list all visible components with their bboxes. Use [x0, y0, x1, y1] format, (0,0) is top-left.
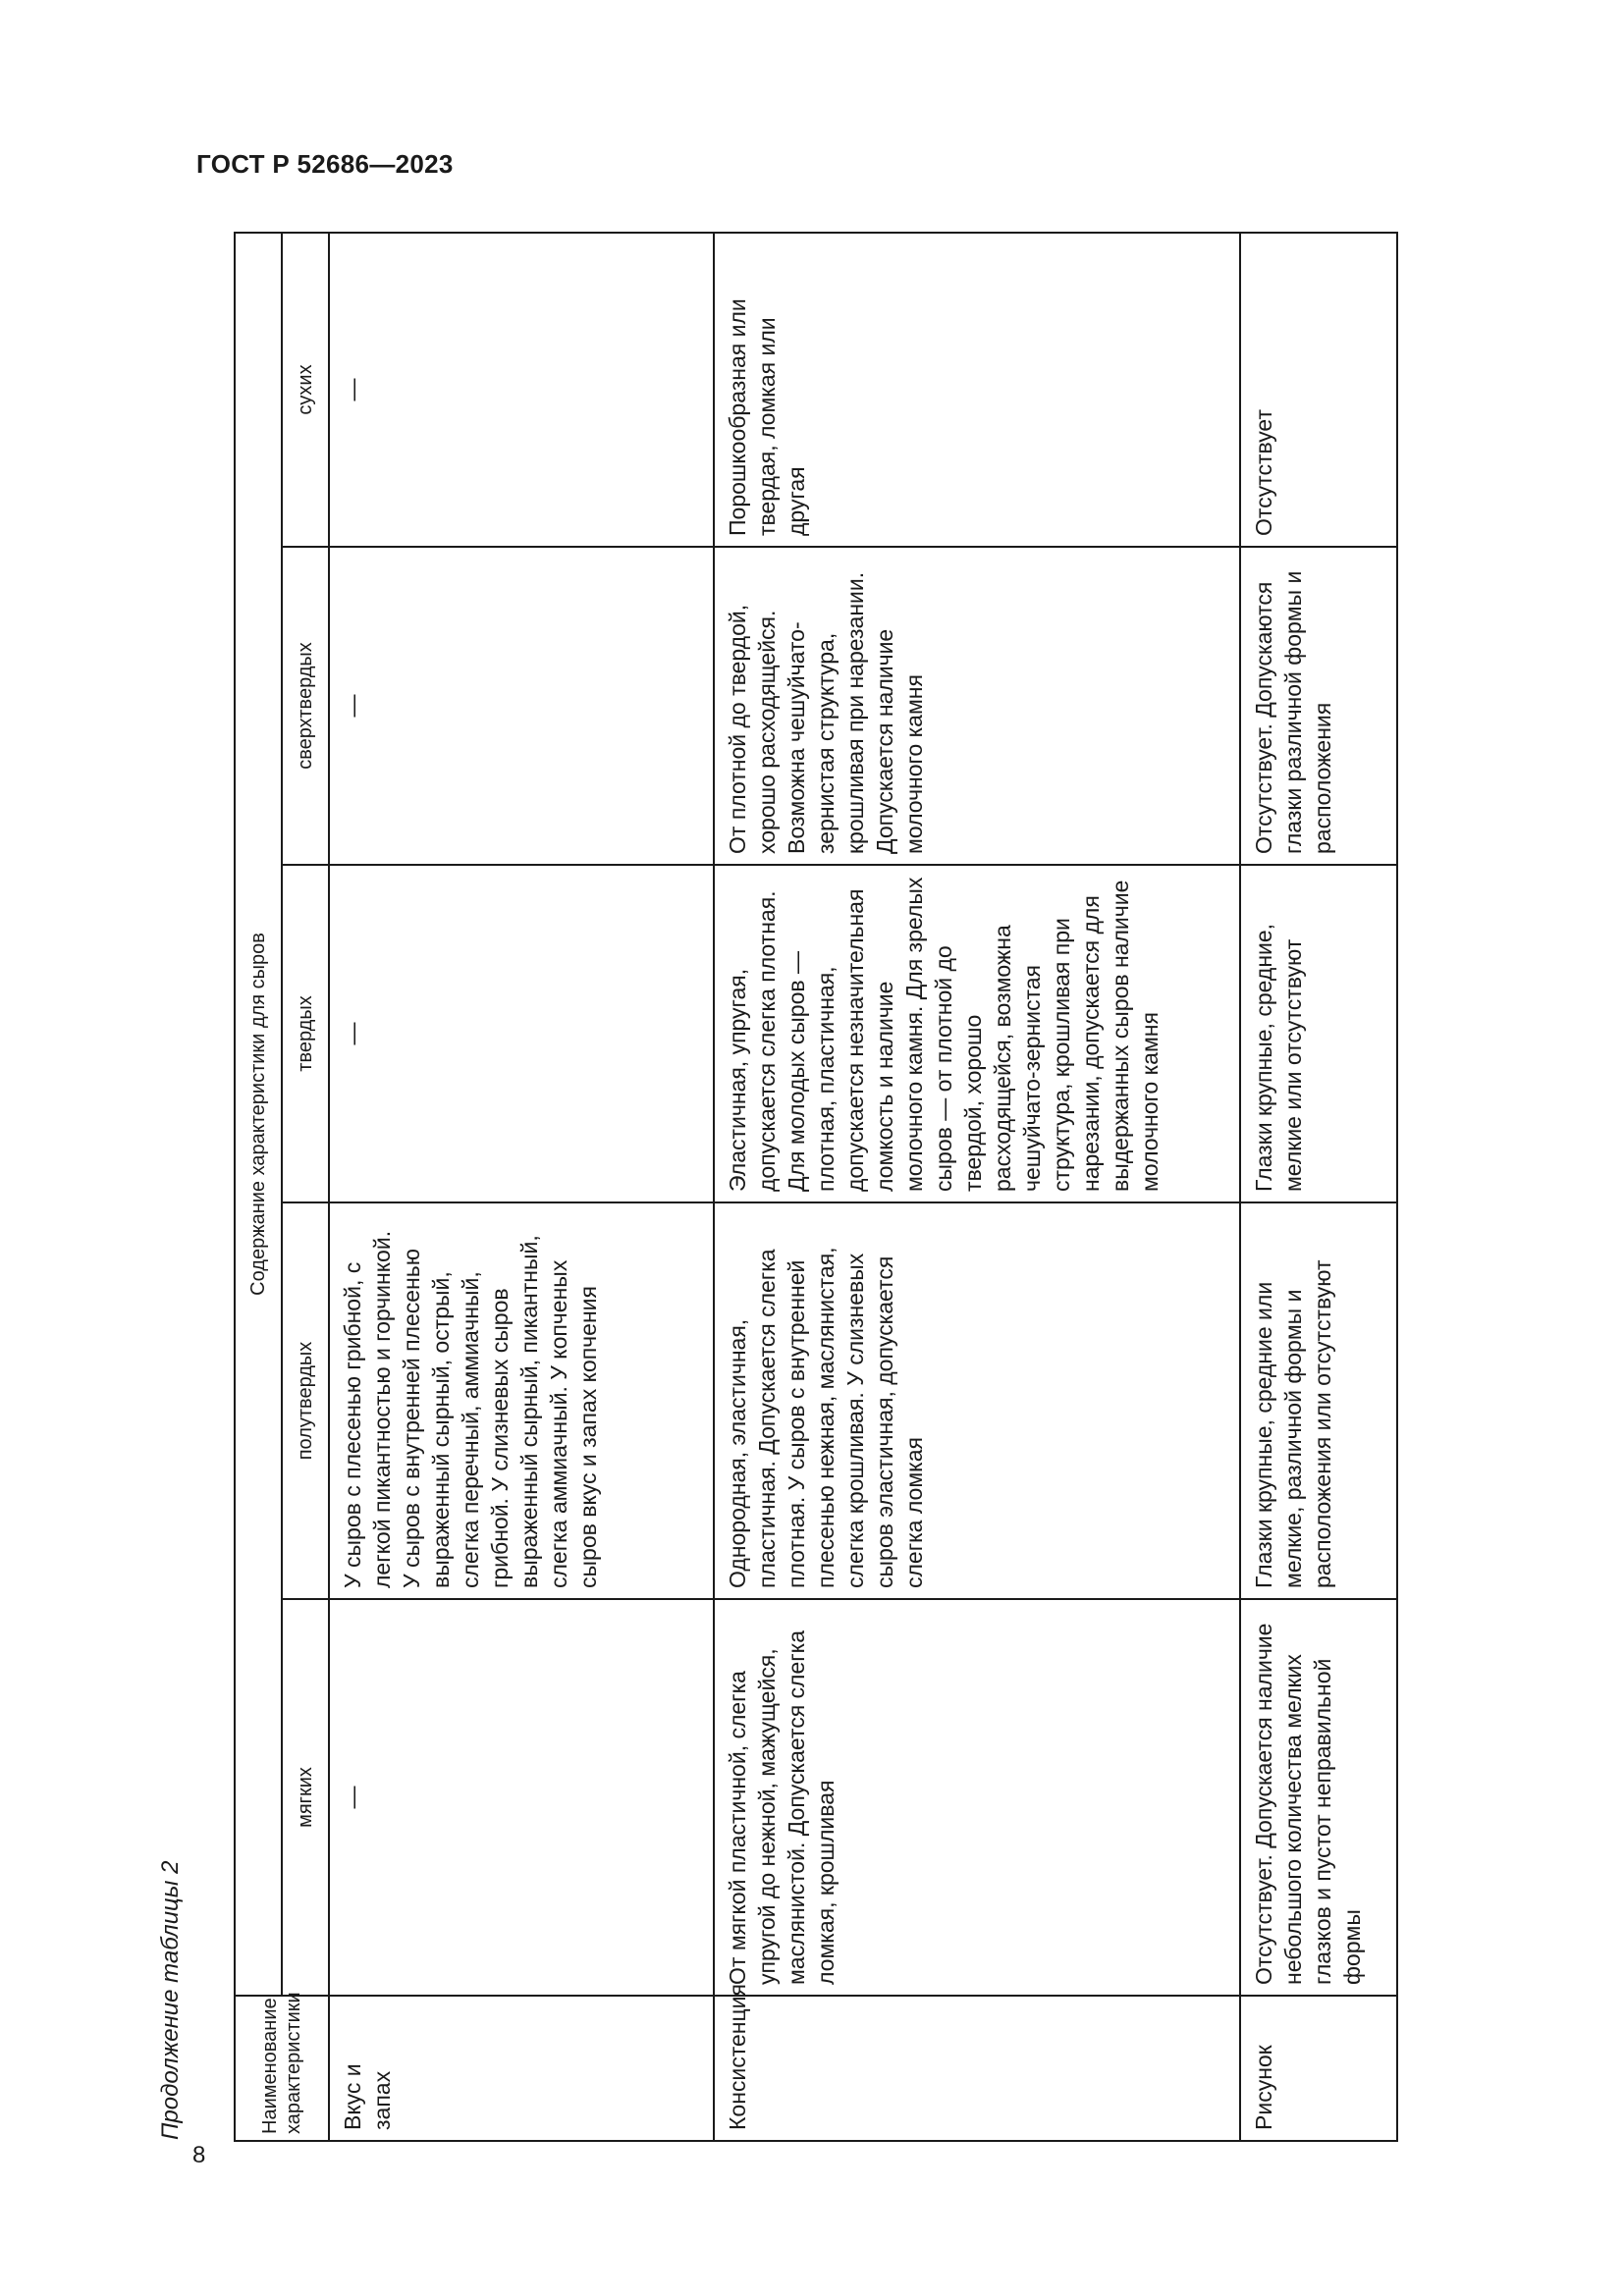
table-cell: —: [329, 865, 714, 1202]
header-characteristic-name: Наименование характеристики: [235, 1996, 329, 2141]
table-cell: —: [329, 233, 714, 547]
table-header-row: [235, 233, 282, 2141]
table-row-consistency: [714, 233, 1240, 2141]
table-cell: Отсутствует: [1240, 233, 1397, 547]
document-header: ГОСТ Р 52686—2023: [196, 149, 454, 179]
header-content-group: Содержание характеристики для сыров: [235, 233, 282, 1996]
header-hard: твердых: [282, 865, 329, 1202]
table-cell: Глазки крупные, средние или мелкие, различной формы и расположения или отсутствуют: [1240, 1202, 1397, 1599]
table-cell: Отсутствует. Допускается наличие небольшого количества мелких глазков и пустот неправильной формы: [1240, 1599, 1397, 1996]
table-cell: От мягкой пластичной, слегка упругой до нежной, мажущейся, маслянистой. Допускается слегка ломкая, крошливая: [714, 1599, 1240, 1996]
table-cell: Глазки крупные, средние, мелкие или отсутствуют: [1240, 865, 1397, 1202]
table-cell: Порошкообразная или твердая, ломкая или другая: [714, 233, 1240, 547]
row-name: Рисунок: [1240, 1996, 1397, 2141]
characteristics-table: [234, 232, 1398, 2142]
row-name: Вкус и запах: [329, 1996, 714, 2141]
row-name: Консистенция: [714, 1996, 1240, 2141]
table-cell: Отсутствует. Допускаются глазки различной формы и расположения: [1240, 547, 1397, 865]
table-cell: —: [329, 547, 714, 865]
table-cell: От плотной до твердой, хорошо расходящейся. Возможна чешуйчато-зернистая структура, крошливая при нарезании. Допускается наличие молочного камня: [714, 547, 1240, 865]
table-cell: Однородная, эластичная, пластичная. Допускается слегка плотная. У сыров с внутренней плесенью нежная, маслянистая, слегка крошливая. У слизневых сыров эластичная, допускается слегка ломкая: [714, 1202, 1240, 1599]
table-row-taste: [329, 233, 714, 2141]
table-row-pattern: [1240, 233, 1397, 2141]
table-cell: —: [329, 1599, 714, 1996]
table-cell: Эластичная, упругая, допускается слегка плотная. Для молодых сыров — плотная, пластичная, допускается незначительная ломкость и наличие молочного камня. Для зрелых сыров — от плотной до твердой, хорошо расходящейся, возможна чешуйчато-зернистая структура, крошливая при нарезании, допускается для выдержанных сыров наличие молочного камня: [714, 865, 1240, 1202]
header-semi-hard: полутвердых: [282, 1202, 329, 1599]
header-soft: мягких: [282, 1599, 329, 1996]
table-subheader-row: [282, 233, 329, 2141]
page-number: 8: [192, 2142, 206, 2168]
table-cell: У сыров с плесенью грибной, с легкой пикантностью и горчинкой. У сыров с внутренней плесенью выраженный сырный, острый, слегка перечный, аммиачный, грибной. У слизневых сыров выраженный сырный, пикантный, слегка аммиачный. У копченых сыров вкус и запах копчения: [329, 1202, 714, 1599]
table-caption: Продолжение таблицы 2: [157, 1860, 184, 2140]
rotated-table-container: [234, 234, 1396, 2142]
header-extra-hard: сверхтвердых: [282, 547, 329, 865]
header-dry: сухих: [282, 233, 329, 547]
